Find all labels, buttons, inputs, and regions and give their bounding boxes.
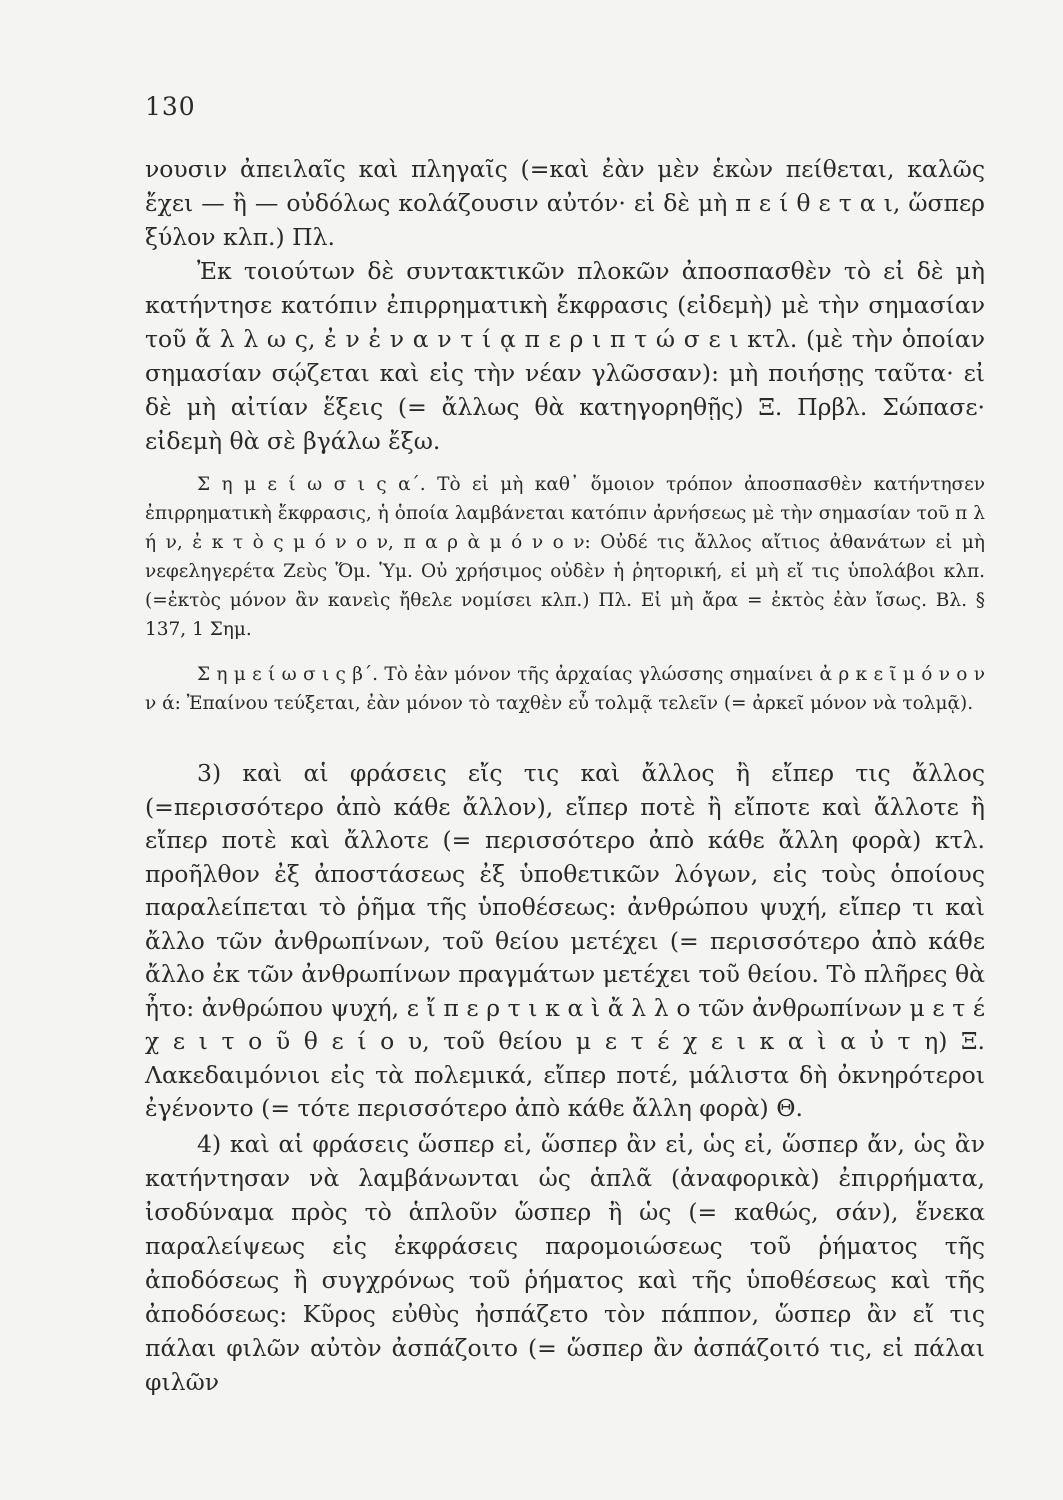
notes-block [145, 470, 985, 718]
section-3-text: 3) καὶ αἱ φράσεις εἴς τις καὶ ἄλλος ἢ εἴπερ τις ἄλλος (=περισσότερο ἀπὸ κάθε ἄλλον), εἴπερ ποτὲ ἢ εἴποτε καὶ ἄλλοτε ἢ εἴπερ ποτὲ καὶ ἄλλοτε (= περισσότερο ἀπὸ κάθε ἄλλη φορὰ) κτλ. προῆλθον ἐξ ἀποστάσεως ἐξ ὑποθετικῶν λόγων, εἰς τοὺς ὁποίους παραλείπεται τὸ ῥῆμα τῆς ὑποθέσεως: ἀνθρώπου ψυχή, εἴπερ τι καὶ ἄλλο τῶν ἀνθρωπίνων, τοῦ θείου μετέχει (= περισσότερο ἀπὸ κάθε ἄλλο ἐκ τῶν ἀνθρωπίνων πραγμάτων μετέχει τοῦ θείου. Τὸ πλῆρες θὰ ἦτο: ἀνθρώπου ψυχή, ε ἴ π ε ρ τ ι κ α ὶ ἄ λ λ ο τῶν ἀνθρωπίνων μ ε τ έ χ ε ι τ ο ῦ θ ε ί ο υ, τοῦ θείου μ ε τ έ χ ε ι κ α ὶ α ὐ τ η) Ξ. Λακεδαιμόνιοι εἰς τὰ πολεμικά, εἴπερ ποτέ, μάλιστα δὴ ὀκνηρότεροι ἐγένοντο (= τότε περισσότερο ἀπὸ κάθε ἄλλη φορὰ) Θ. [145, 759, 985, 1122]
paragraph-eidemi: Ἐκ τοιούτων δὲ συντακτικῶν πλοκῶν ἀποσπασθὲν τὸ εἰ δὲ μὴ κατήντησε κατόπιν ἐπιρρηματικὴ ἔκφρασις (εἰδεμὴ) μὲ τὴν σημασίαν τοῦ ἄ λ λ ω ς, ἐ ν ἐ ν α ν τ ί ᾳ π ε ρ ι π τ ώ σ ε ι κτλ. (μὲ τὴν ὁποίαν σημασίαν σῴζεται καὶ εἰς τὴν νέαν γλῶσσαν): μὴ ποιήσῃς ταῦτα· εἰ δὲ μὴ αἰτίαν ἕξεις (= ἄλλως θὰ κατηγορηθῇς) Ξ. Πρβλ. Σώπασε· εἰδεμὴ θὰ σὲ βγάλω ἔξω. [145, 257, 985, 455]
section-3 [145, 757, 985, 1126]
section-4-text: 4) καὶ αἱ φράσεις ὥσπερ εἰ, ὥσπερ ἂν εἰ, ὡς εἰ, ὥσπερ ἄν, ὡς ἂν κατήντησαν νὰ λαμβάνωνται ὡς ἁπλᾶ (ἀναφορικὰ) ἐπιρρήματα, ἰσοδύναμα πρὸς τὸ ἁπλοῦν ὥσπερ ἢ ὡς (= καθώς, σάν), ἕνεκα παραλείψεως εἰς ἐκφράσεις παρομοιώσεως τοῦ ῥήματος τῆς ἀποδόσεως ἢ συγχρόνως τοῦ ῥήματος καὶ τῆς ὑποθέσεως καὶ τῆς ἀποδόσεως: Κῦρος εὐθὺς ἠσπάζετο τὸν πάππον, ὥσπερ ἂν εἴ τις πάλαι φιλῶν αὐτὸν ἀσπάζοιτο (= ὥσπερ ἂν ἀσπάζοιτό τις, εἰ πάλαι φιλῶν [145, 1130, 985, 1396]
section-4 [145, 1127, 985, 1399]
paragraph-continuation: νουσιν ἀπειλαῖς καὶ πληγαῖς (=καὶ ἐὰν μὲν ἑκὼν πείθεται, καλῶς ἔχει — ἢ — οὐδόλως κολάζουσιν αὐτόν· εἰ δὲ μὴ π ε ί θ ε τ α ι, ὥσπερ ξύλον κλπ.) Πλ. [145, 155, 985, 251]
note-beta: Σ η μ ε ί ω σ ι ς β΄. Τὸ ἐὰν μόνον τῆς ἀρχαίας γλώσσης σημαίνει ἀ ρ κ ε ῖ μ ό ν ο ν ν ά: Ἐπαίνου τεύξεται, ἐὰν μόνον τὸ ταχθὲν εὖ τολμᾷ τελεῖν (= ἀρκεῖ μόνον νὰ τολμᾷ). [145, 664, 985, 714]
page-number: 130 [145, 92, 196, 121]
main-paragraphs [145, 152, 985, 458]
note-alpha: Σ η μ ε ί ω σ ι ς α΄. Τὸ εἰ μὴ καθ᾽ ὅμοιον τρόπον ἀποσπασθὲν κατήντησεν ἐπιρρηματικὴ ἔκφρασις, ἡ ὁποία λαμβάνεται κατόπιν ἀρνήσεως μὲ τὴν σημασίαν τοῦ π λ ή ν, ἐ κ τ ὸ ς μ ό ν ο ν, π α ρ ὰ μ ό ν ο ν: Οὐδέ τις ἄλλος αἴτιος ἀθανάτων εἰ μὴ νεφεληγερέτα Ζεὺς Ὅμ. Ὑμ. Οὐ χρήσιμος οὐδὲν ἡ ῥητορική, εἰ μὴ εἴ τις ὑπολάβοι κλπ. (=ἐκτὸς μόνον ἂν κανεὶς ἤθελε νομίσει κλπ.) Πλ. Εἰ μὴ ἄρα = ἐκτὸς ἐὰν ἴσως. Βλ. § 137, 1 Σημ. [145, 474, 985, 640]
